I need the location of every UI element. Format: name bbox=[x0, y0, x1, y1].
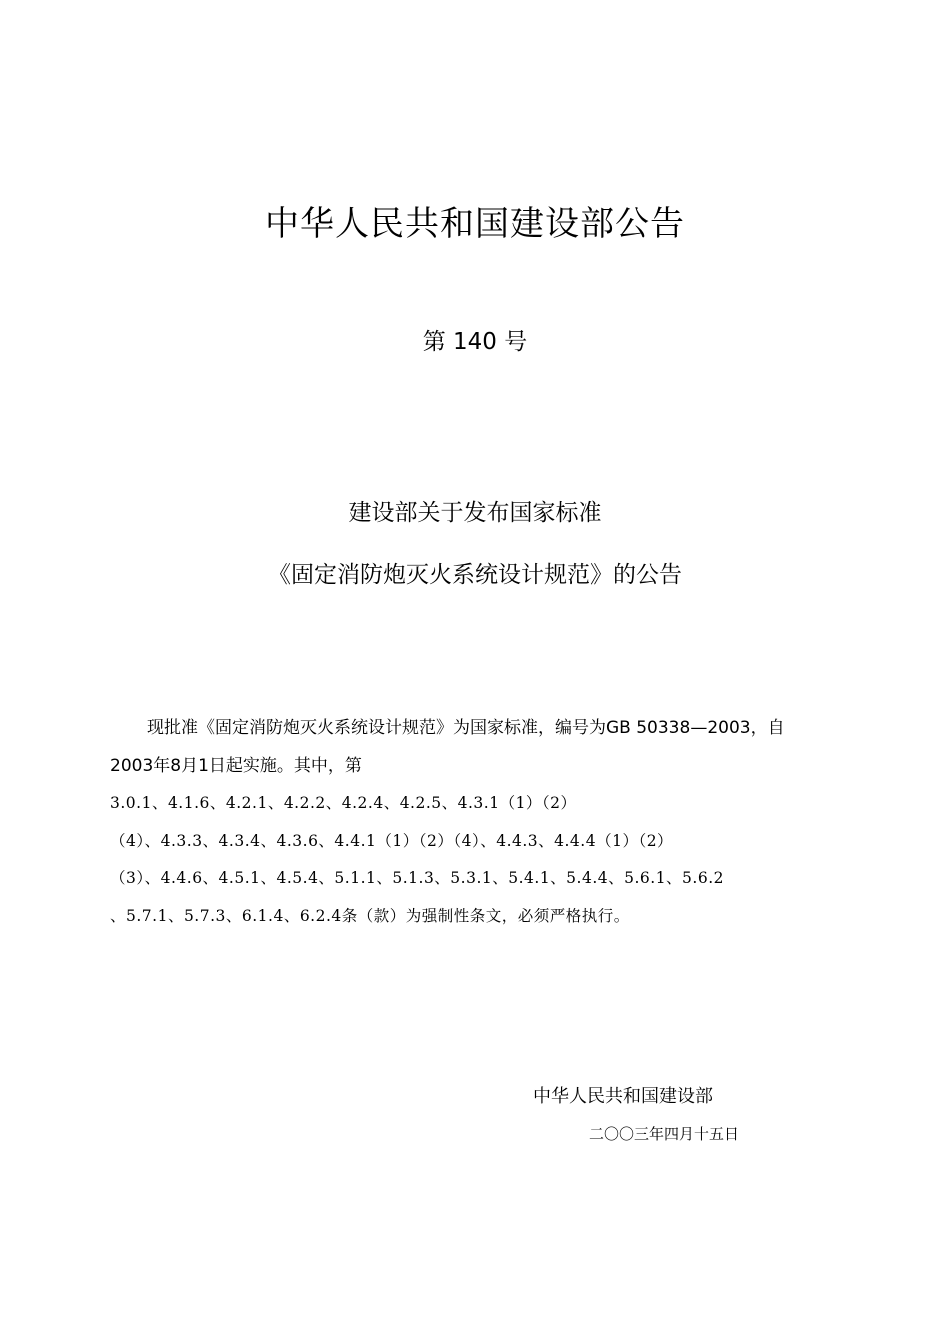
page-title: 中华人民共和国建设部公告 bbox=[265, 204, 685, 244]
body-line-6: 、5.7.1、5.7.3、6.1.4、6.2.4条（款）为强制性条文，必须严格执行。 bbox=[110, 906, 630, 925]
issuer-signature: 中华人民共和国建设部 bbox=[533, 1086, 713, 1107]
body-line-3: 3.0.1、4.1.6、4.2.1、4.2.2、4.2.4、4.2.5、4.3.1（1）（2） bbox=[110, 794, 577, 812]
issue-date: 二〇〇三年四月十五日 bbox=[589, 1125, 740, 1143]
body-line-5: （3）、4.4.6、4.5.1、4.5.4、5.1.1、5.1.3、5.3.1、5.4.1、5.4.4、5.6.1、5.6.2 bbox=[110, 869, 724, 887]
body-line-1: 现批准《固定消防炮灭火系统设计规范》为国家标准，编号为GB 50338—2003，自 bbox=[147, 718, 785, 738]
body-line-2: 2003年8月1日起实施。其中，第 bbox=[110, 755, 362, 776]
announcement-number: 第 140 号 bbox=[422, 329, 528, 355]
body-paragraph bbox=[110, 710, 845, 935]
subject-line-1: 建设部关于发布国家标准 bbox=[348, 500, 602, 526]
body-line-4: （4）、4.3.3、4.3.4、4.3.6、4.4.1（1）（2）（4）、4.4.3、4.4.4（1）（2） bbox=[110, 831, 674, 850]
subject-line-2: 《固定消防炮灭火系统设计规范》的公告 bbox=[268, 562, 682, 588]
